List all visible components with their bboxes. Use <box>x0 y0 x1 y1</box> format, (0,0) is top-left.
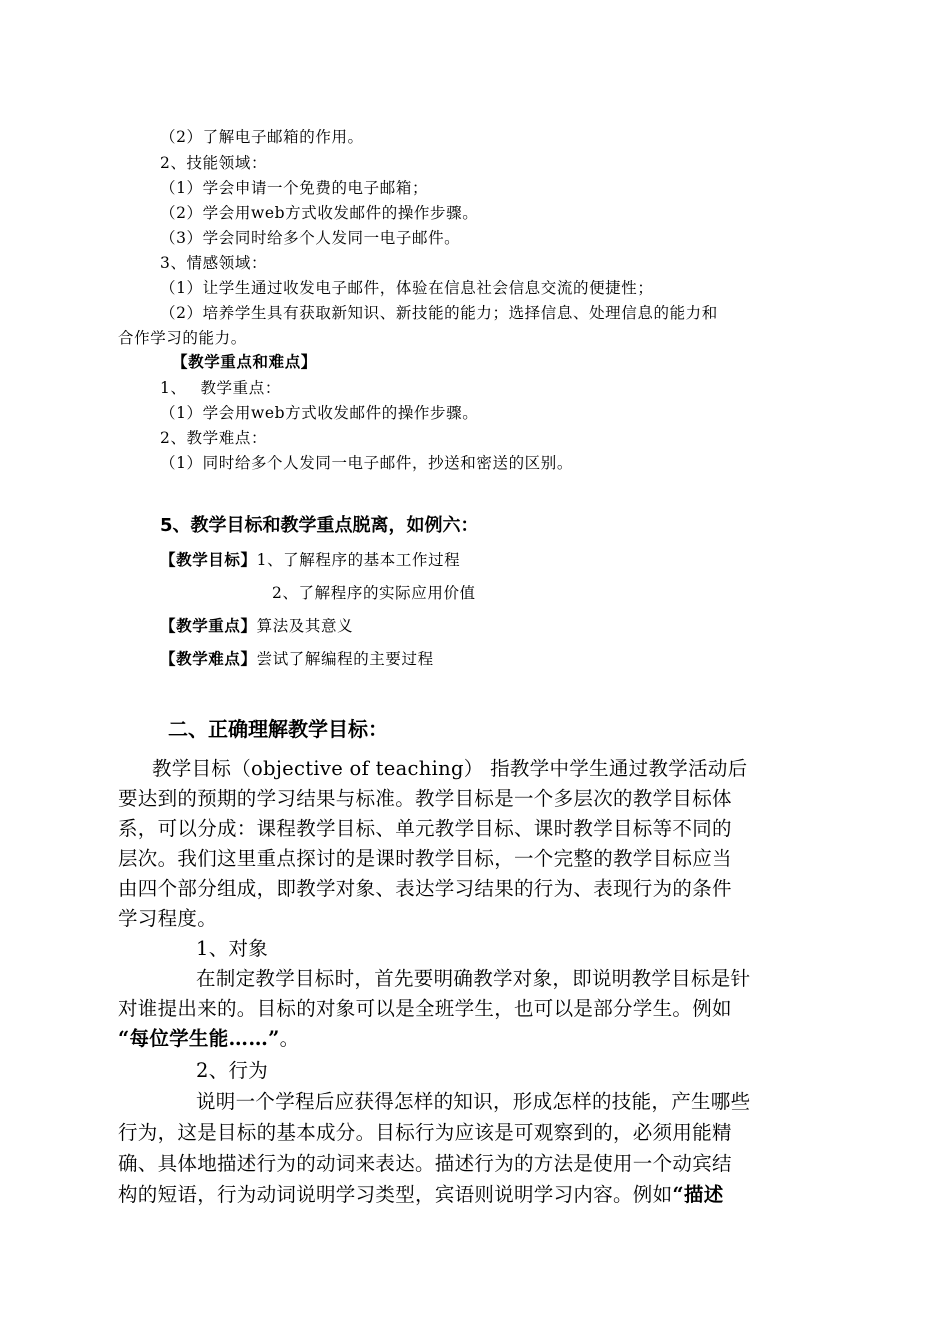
goal-item: 1、了解程序的基本工作过程 <box>256 551 461 569</box>
paragraph-line <box>118 1183 724 1206</box>
difficulty-value: 尝试了解编程的主要过程 <box>256 650 434 668</box>
section-title: 5、教学目标和教学重点脱离，如例六： <box>160 515 479 536</box>
paragraph-line: 确、具体地描述行为的动词来表达。描述行为的方法是使用一个动宾结 <box>118 1152 732 1175</box>
paragraph-line: 在制定教学目标时，首先要明确教学对象，即说明教学目标是针 <box>196 967 751 990</box>
goal-label: 【教学目标】 <box>160 550 257 569</box>
difficulty-row <box>160 650 434 669</box>
section-title: 二、正确理解教学目标： <box>168 717 388 741</box>
text-line: （1）学会用web方式收发邮件的操作步骤。 <box>160 404 479 422</box>
subheading: 1、对象 <box>196 937 269 960</box>
section-heading: 【教学重点和难点】 <box>172 352 317 371</box>
text-line: 3、情感领域： <box>160 254 268 272</box>
paragraph-line <box>118 1027 299 1050</box>
paragraph-line: 教学目标（objective of teaching） 指教学中学生通过教学活动后 <box>152 757 748 780</box>
text-line: 2、技能领域： <box>160 154 268 172</box>
paragraph-text: 构的短语，行为动词说明学习类型，宾语则说明学习内容。例如 <box>118 1183 673 1206</box>
focus-row <box>160 617 353 636</box>
focus-value: 算法及其意义 <box>256 617 354 635</box>
paragraph-line: 由四个部分组成，即教学对象、表达学习结果的行为、表现行为的条件 <box>118 877 732 900</box>
text-line: （2）了解电子邮箱的作用。 <box>160 128 364 146</box>
paragraph-line: 说明一个学程后应获得怎样的知识，形成怎样的技能，产生哪些 <box>196 1090 751 1113</box>
text-line: （3）学会同时给多个人发同一电子邮件。 <box>160 229 461 247</box>
goal-row <box>160 551 460 570</box>
paragraph-line: 系，可以分成：课程教学目标、单元教学目标、课时教学目标等不同的 <box>118 817 732 840</box>
difficulty-label: 【教学难点】 <box>160 649 257 668</box>
paragraph-line: 学习程度。 <box>118 907 218 930</box>
text-line: 1、 教学重点： <box>160 379 281 397</box>
paragraph-line: 对谁提出来的。目标的对象可以是全班学生，也可以是部分学生。例如 <box>118 997 732 1020</box>
subheading: 2、行为 <box>196 1059 269 1082</box>
paragraph-line: 要达到的预期的学习结果与标准。教学目标是一个多层次的教学目标体 <box>118 787 732 810</box>
text-line: （1）学会申请一个免费的电子邮箱； <box>160 179 429 197</box>
text-line: 合作学习的能力。 <box>118 329 247 347</box>
text-line: （1）让学生通过收发电子邮件，体验在信息社会信息交流的便捷性； <box>160 279 654 297</box>
text-line: （2）学会用web方式收发邮件的操作步骤。 <box>160 204 479 222</box>
goal-item: 2、了解程序的实际应用价值 <box>272 584 476 602</box>
text-line: 2、教学难点： <box>160 429 268 447</box>
focus-label: 【教学重点】 <box>160 616 257 635</box>
quote-text: “每位学生能……” <box>118 1027 280 1050</box>
paragraph-line: 层次。我们这里重点探讨的是课时教学目标，一个完整的教学目标应当 <box>118 847 732 870</box>
text-line: （1）同时给多个人发同一电子邮件，抄送和密送的区别。 <box>160 454 573 472</box>
paragraph-line: 行为，这是目标的基本成分。目标行为应该是可观察到的，必须用能精 <box>118 1121 732 1144</box>
punctuation: 。 <box>279 1027 300 1050</box>
quote-text: “描述 <box>672 1183 724 1206</box>
text-line: （2）培养学生具有获取新知识、新技能的能力；选择信息、处理信息的能力和 <box>160 304 718 322</box>
